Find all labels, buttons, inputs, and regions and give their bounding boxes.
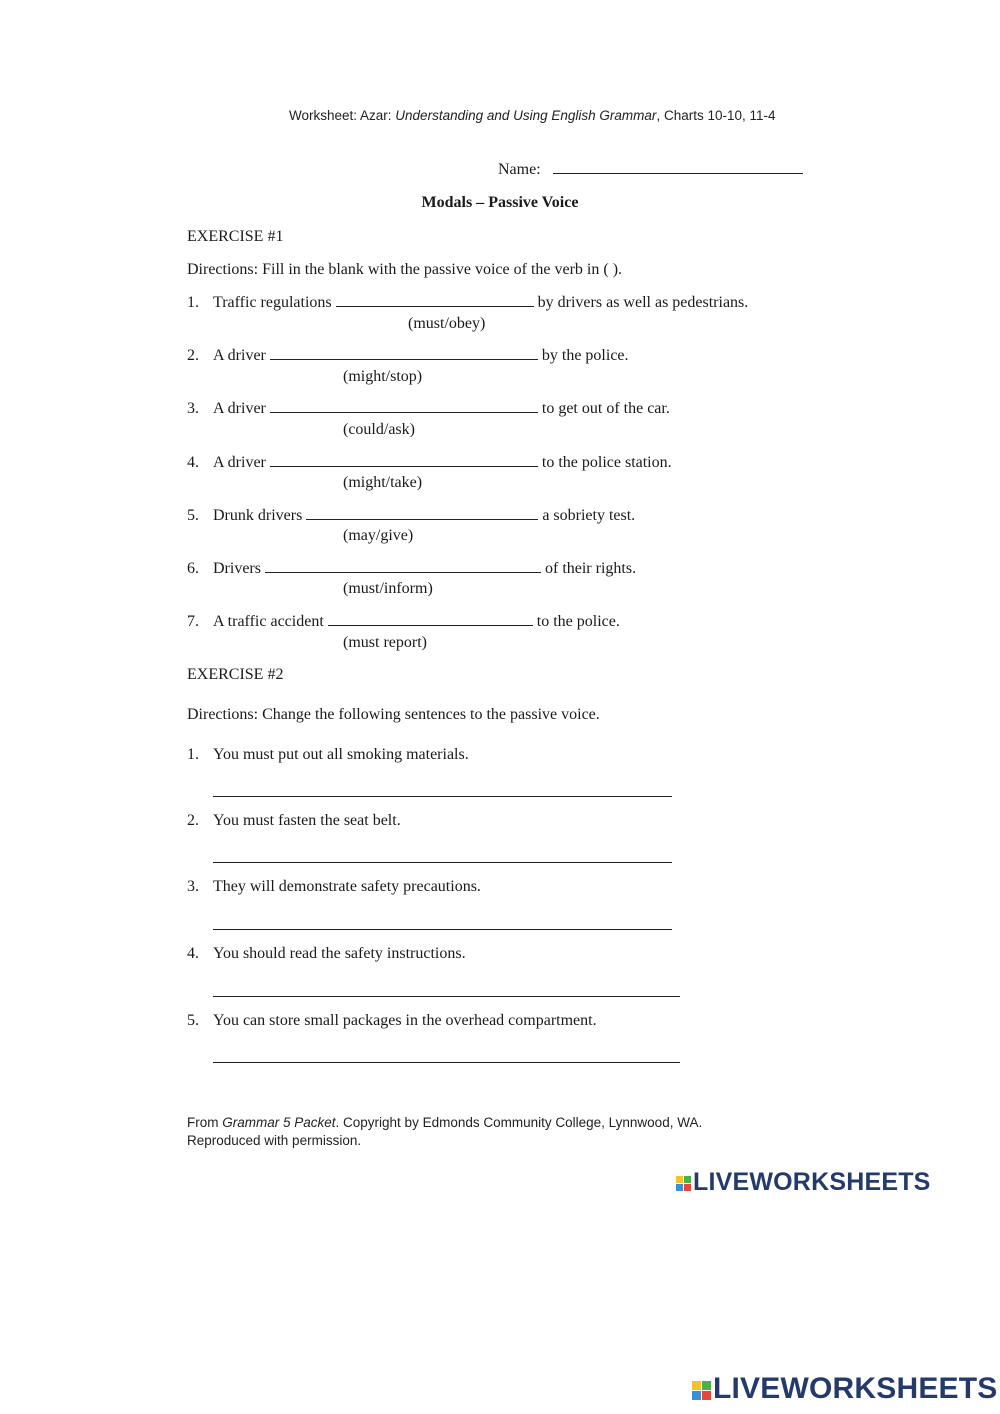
item-number: 6.: [187, 560, 199, 577]
answer-line[interactable]: [213, 1062, 680, 1063]
page-title: Modals – Passive Voice: [421, 194, 579, 211]
ex1-item: [187, 507, 635, 525]
ex1-item: [187, 454, 672, 472]
ex2-item: [187, 812, 401, 830]
footer-copyright: . Copyright by Edmonds Community College, Lynnwood, WA.: [335, 1115, 703, 1130]
item-after: by drivers as well as pedestrians.: [537, 294, 749, 311]
copyright-footer: [187, 1114, 702, 1150]
answer-line[interactable]: [213, 796, 672, 797]
item-before: A driver: [213, 400, 266, 417]
liveworksheets-icon: [692, 1381, 711, 1400]
verb-hint: (must/inform): [343, 580, 433, 597]
item-number: 4.: [187, 454, 199, 471]
answer-line[interactable]: [213, 862, 672, 863]
ex2-item: [187, 746, 469, 764]
item-after: of their rights.: [544, 560, 637, 577]
answer-blank[interactable]: [270, 359, 538, 360]
ex1-item: [187, 400, 670, 418]
item-sentence: They will demonstrate safety precautions.: [213, 878, 481, 895]
header-book-title: Understanding and Using English Grammar: [395, 108, 657, 123]
header-suffix: , Charts 10-10, 11-4: [656, 108, 776, 123]
item-after: to get out of the car.: [541, 400, 670, 417]
item-number: 4.: [187, 945, 199, 962]
item-before: A traffic accident: [213, 613, 324, 630]
item-after: a sobriety test.: [542, 507, 636, 524]
item-number: 1.: [187, 294, 199, 311]
item-before: A driver: [213, 454, 266, 471]
ex1-item: [187, 613, 620, 631]
ex1-item: [187, 347, 629, 365]
exercise1-heading: EXERCISE #1: [187, 228, 284, 245]
name-label: Name:: [498, 161, 541, 178]
item-number: 5.: [187, 507, 199, 524]
answer-blank[interactable]: [270, 412, 538, 413]
ex2-item: [187, 945, 466, 963]
footer-from: From: [187, 1115, 223, 1130]
item-number: 3.: [187, 400, 199, 417]
item-sentence: You can store small packages in the overhead compartment.: [213, 1012, 597, 1029]
ex2-item: [187, 878, 481, 896]
verb-hint: (may/give): [343, 527, 414, 544]
item-before: Drunk drivers: [213, 507, 303, 524]
verb-hint: (could/ask): [343, 421, 415, 438]
answer-line[interactable]: [213, 996, 680, 997]
exercise1-directions: Directions: Fill in the blank with the passive voice of the verb in ( ).: [187, 261, 623, 278]
item-after: by the police.: [541, 347, 629, 364]
answer-blank[interactable]: [265, 572, 541, 573]
item-number: 2.: [187, 347, 199, 364]
answer-blank[interactable]: [328, 625, 533, 626]
item-number: 2.: [187, 812, 199, 829]
exercise2-directions: Directions: Change the following sentences to the passive voice.: [187, 706, 600, 723]
item-before: Drivers: [213, 560, 261, 577]
answer-blank[interactable]: [306, 519, 538, 520]
item-after: to the police.: [536, 613, 620, 630]
ex1-item: [187, 560, 636, 578]
name-row: [498, 161, 803, 179]
brand-text: LIVEWORKSHEETS: [713, 1372, 998, 1405]
item-before: A driver: [213, 347, 266, 364]
ex1-item: [187, 294, 748, 312]
item-number: 7.: [187, 613, 199, 630]
liveworksheets-icon: [676, 1176, 691, 1191]
exercise2-heading: EXERCISE #2: [187, 666, 284, 683]
item-after: to the police station.: [541, 454, 672, 471]
liveworksheets-watermark: [692, 1372, 998, 1406]
footer-packet-title: Grammar 5 Packet: [222, 1115, 336, 1130]
item-before: Traffic regulations: [213, 294, 332, 311]
item-sentence: You must put out all smoking materials.: [213, 746, 469, 763]
ex2-item: [187, 1012, 597, 1030]
liveworksheets-logo[interactable]: [676, 1168, 931, 1197]
item-sentence: You must fasten the seat belt.: [213, 812, 401, 829]
item-sentence: You should read the safety instructions.: [213, 945, 466, 962]
answer-blank[interactable]: [270, 466, 538, 467]
header-prefix: Worksheet: Azar:: [289, 108, 396, 123]
verb-hint: (must/obey): [408, 315, 486, 332]
verb-hint: (must report): [343, 634, 427, 651]
answer-blank[interactable]: [336, 306, 534, 307]
item-number: 3.: [187, 878, 199, 895]
verb-hint: (might/take): [343, 474, 423, 491]
item-number: 1.: [187, 746, 199, 763]
answer-line[interactable]: [213, 929, 672, 930]
verb-hint: (might/stop): [343, 368, 423, 385]
worksheet-header: [289, 108, 776, 123]
brand-text: LIVEWORKSHEETS: [693, 1168, 931, 1196]
item-number: 5.: [187, 1012, 199, 1029]
name-input-line[interactable]: [553, 173, 803, 174]
footer-permission: Reproduced with permission.: [187, 1133, 362, 1148]
